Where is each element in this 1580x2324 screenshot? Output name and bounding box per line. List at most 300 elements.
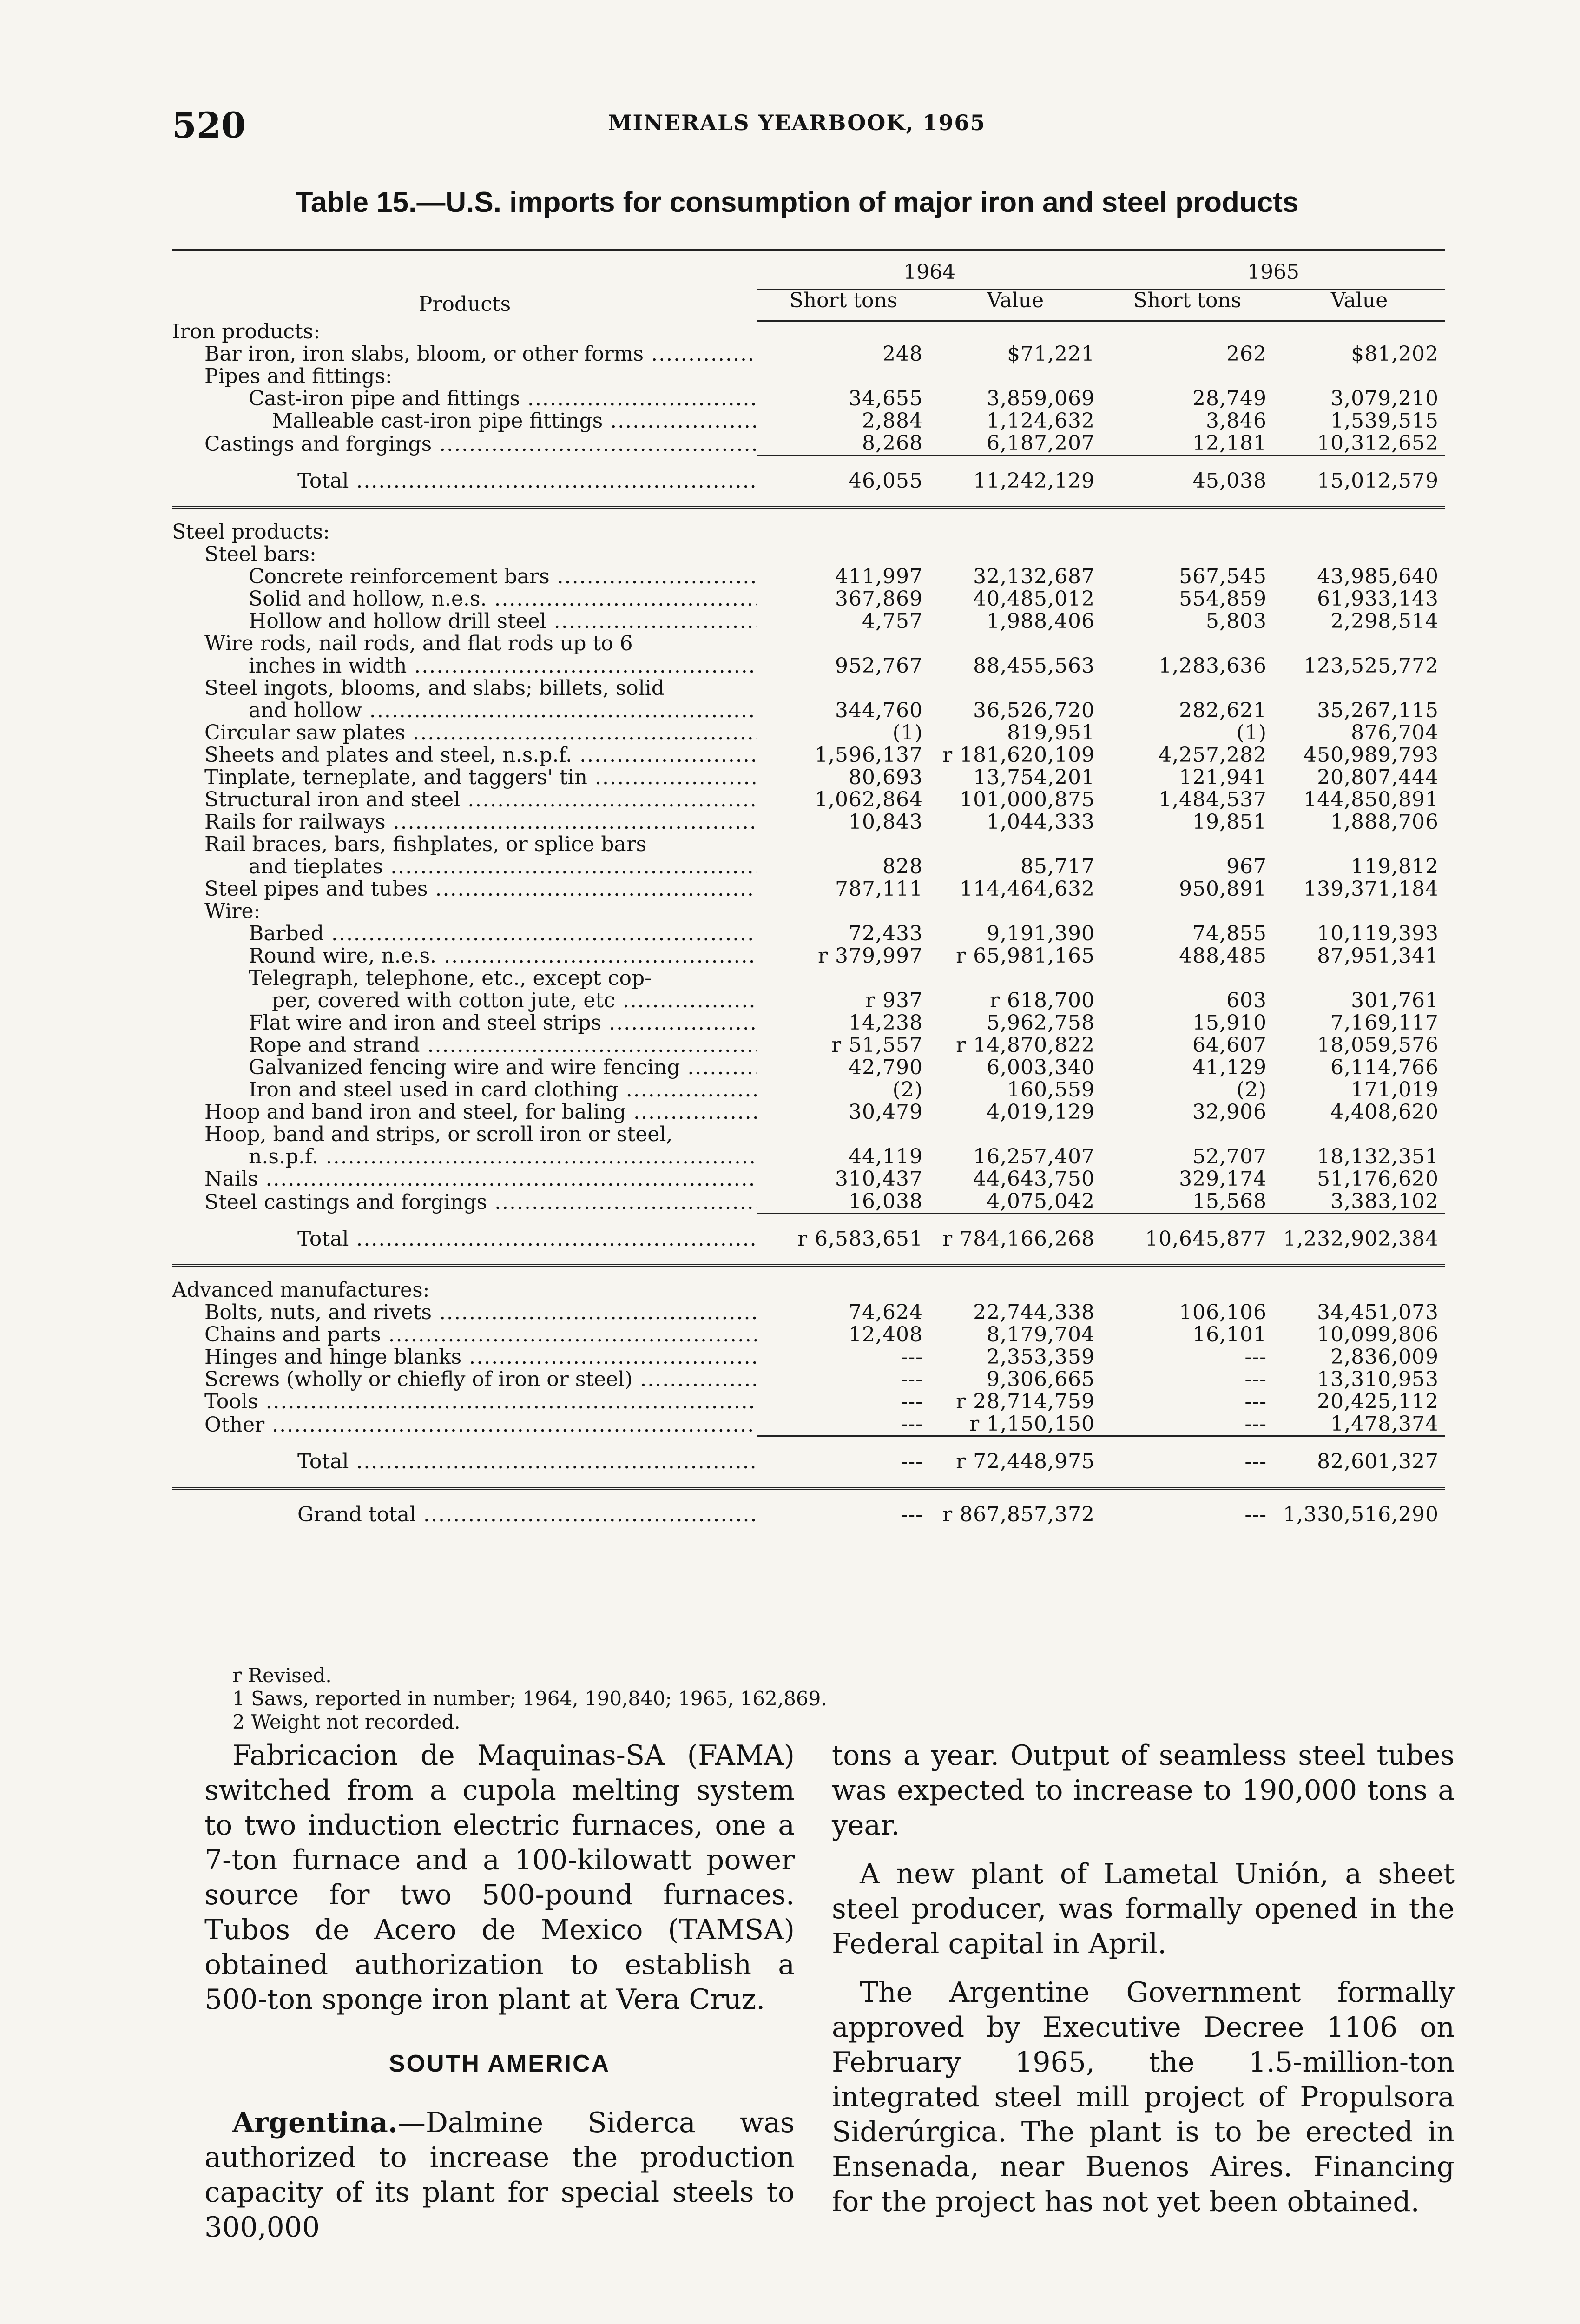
cell-value-1964: 4,019,129 — [987, 1100, 1095, 1124]
cell-value-1964: r 14,870,822 — [956, 1033, 1095, 1057]
cell-value-1964 — [929, 1279, 1101, 1301]
imports-table — [172, 249, 1445, 1540]
row-label: Round wire, n.e.s. ..... — [172, 945, 757, 967]
row-label: Rails for railways ..... — [172, 811, 757, 833]
cell-value-1965: 3,383,102 — [1330, 1189, 1439, 1213]
cell-short-tons-1964: (1) — [892, 721, 923, 745]
cell-short-tons-1964: --- — [901, 1345, 923, 1369]
row-label: Total ..... — [172, 1214, 757, 1265]
cell-value-1964: r 72,448,975 — [929, 1436, 1101, 1487]
row-label: Rail braces, bars, fishplates, or splice bars — [204, 833, 647, 856]
cell-value-1965: $81,202 — [1351, 342, 1439, 366]
table-row — [172, 655, 1445, 677]
paragraph-fama: Fabricacion de Maquinas-SA (FAMA) switched from a cupola melting system to two induction electric furnaces, one a 7-ton furnace and a 100-kilowatt power source for two 500-pound furnaces. Tubos de Acero de Mexico (TAMSA) obtained authorization to establish a 500-ton sponge iron plant at Vera Cruz. — [204, 1739, 795, 2016]
table-row — [172, 811, 1445, 833]
cell-short-tons-1964 — [757, 543, 929, 566]
cell-short-tons-1965: --- — [1101, 1488, 1273, 1540]
cell-short-tons-1964: r 937 — [865, 989, 923, 1012]
row-label: Screws (wholly or chiefly of iron or steel) ..... — [172, 1368, 757, 1391]
cell-value-1964: r 618,700 — [990, 989, 1095, 1012]
row-label: Total ..... — [172, 456, 757, 507]
cell-value-1964 — [929, 321, 1101, 343]
paragraph-lametal: A new plant of Lametal Unión, a sheet steel producer, was formally opened in the Federal capital in April. — [832, 1858, 1455, 1960]
table-row — [172, 744, 1445, 766]
cell-short-tons-1964: 30,479 — [849, 1100, 923, 1124]
table-section-row — [172, 1123, 1445, 1146]
table-row — [172, 1056, 1445, 1079]
row-label: Tinplate, terneplate, and taggers' tin ..... — [172, 766, 757, 789]
table-section-row — [172, 900, 1445, 923]
cell-value-1965 — [1273, 1279, 1445, 1301]
cell-short-tons-1965: 1,283,636 — [1159, 654, 1267, 678]
cell-value-1964: r 867,857,372 — [929, 1488, 1101, 1540]
cell-value-1965 — [1273, 677, 1445, 700]
table-title: Table 15.—U.S. imports for consumption of major iron and steel products — [295, 186, 1299, 218]
cell-value-1965: 6,114,766 — [1330, 1056, 1439, 1079]
cell-short-tons-1964 — [757, 1279, 929, 1301]
table-row — [172, 1168, 1445, 1190]
cell-short-tons-1964: 411,997 — [835, 565, 923, 588]
cell-short-tons-1964: 34,655 — [849, 387, 923, 410]
cell-short-tons-1965: (2) — [1236, 1078, 1267, 1102]
row-label: Steel pipes and tubes ..... — [172, 878, 757, 900]
cell-value-1964: r 65,981,165 — [956, 944, 1095, 968]
row-label: Pipes and fittings: — [204, 365, 392, 388]
row-label: Concrete reinforcement bars ..... — [172, 566, 757, 588]
row-label: Steel products: — [172, 521, 330, 543]
cell-short-tons-1964: (2) — [892, 1078, 923, 1102]
cell-value-1964: 1,124,632 — [987, 409, 1095, 433]
table-row — [172, 588, 1445, 610]
row-label: Other ..... — [172, 1413, 757, 1436]
table-row — [172, 1301, 1445, 1324]
table-section-row — [172, 677, 1445, 700]
cell-short-tons-1964 — [757, 365, 929, 388]
cell-value-1964: r 28,714,759 — [956, 1390, 1095, 1413]
cell-short-tons-1965 — [1101, 967, 1273, 990]
table-row — [172, 410, 1445, 432]
column-header-products: Products — [172, 250, 757, 321]
cell-value-1965: 10,119,393 — [1317, 922, 1439, 945]
paragraph-continued: tons a year. Output of seamless steel tubes was expected to increase to 190,000 tons a year. — [832, 1739, 1455, 1842]
row-label: Hoop, band and strips, or scroll iron or steel, — [204, 1123, 673, 1146]
cell-short-tons-1965: 32,906 — [1192, 1100, 1267, 1124]
section-heading-south-america: SOUTH AMERICA — [388, 2050, 611, 2077]
cell-value-1965: 139,371,184 — [1304, 877, 1439, 901]
cell-value-1965: 171,019 — [1351, 1078, 1439, 1102]
table-total-row — [172, 1436, 1445, 1487]
cell-short-tons-1965 — [1101, 1279, 1273, 1301]
cell-value-1964: 3,859,069 — [987, 387, 1095, 410]
cell-short-tons-1964: --- — [901, 1412, 923, 1436]
cell-value-1965 — [1273, 365, 1445, 388]
cell-value-1965: 18,059,576 — [1317, 1033, 1439, 1057]
cell-short-tons-1965: --- — [1244, 1345, 1267, 1369]
row-label: n.s.p.f. ..... — [172, 1146, 757, 1168]
cell-short-tons-1964 — [757, 833, 929, 856]
table-row — [172, 923, 1445, 945]
row-label: inches in width ..... — [172, 655, 757, 677]
cell-short-tons-1965: 45,038 — [1101, 456, 1273, 507]
cell-value-1965: 43,985,640 — [1317, 565, 1439, 588]
cell-value-1965: 1,478,374 — [1330, 1412, 1439, 1436]
table-row — [172, 945, 1445, 967]
cell-short-tons-1965: 41,129 — [1192, 1056, 1267, 1079]
footnote-revised: r Revised. — [232, 1664, 332, 1687]
table-row — [172, 388, 1445, 410]
cell-value-1964: 32,132,687 — [973, 565, 1095, 588]
cell-short-tons-1965: 52,707 — [1192, 1145, 1267, 1169]
cell-value-1964: $71,221 — [1007, 342, 1095, 366]
cell-value-1965: 450,989,793 — [1304, 743, 1439, 767]
cell-value-1964: 22,744,338 — [973, 1301, 1095, 1324]
cell-value-1964 — [929, 833, 1101, 856]
row-label: Castings and forgings ..... — [172, 432, 757, 456]
table-section-row — [172, 967, 1445, 990]
cell-short-tons-1964: 828 — [882, 855, 923, 878]
table-section-row — [172, 365, 1445, 388]
cell-value-1965: 13,310,953 — [1317, 1367, 1439, 1391]
cell-short-tons-1965: 121,941 — [1179, 766, 1267, 789]
page-number: 520 — [172, 105, 246, 146]
cell-value-1964 — [929, 677, 1101, 700]
cell-short-tons-1965: 967 — [1226, 855, 1267, 878]
page-header — [172, 95, 1422, 151]
row-label: Steel bars: — [204, 543, 316, 566]
cell-value-1965 — [1273, 967, 1445, 990]
cell-value-1965: 7,169,117 — [1330, 1011, 1439, 1035]
table-row — [172, 878, 1445, 900]
column-header-short-tons-1964: Short tons — [757, 290, 929, 321]
row-label: Hinges and hinge blanks ..... — [172, 1346, 757, 1368]
country-lead-argentina: Argentina. — [232, 2106, 398, 2139]
cell-short-tons-1965: 16,101 — [1192, 1323, 1267, 1347]
cell-short-tons-1965: 488,485 — [1179, 944, 1267, 968]
cell-value-1964: 160,559 — [1007, 1078, 1095, 1102]
cell-value-1965: 1,330,516,290 — [1273, 1488, 1445, 1540]
cell-short-tons-1965 — [1101, 833, 1273, 856]
table-row — [172, 856, 1445, 878]
cell-short-tons-1964: 46,055 — [757, 456, 929, 507]
row-label: Solid and hollow, n.e.s. ..... — [172, 588, 757, 610]
table-section-row — [172, 521, 1445, 543]
cell-value-1964: 114,464,632 — [960, 877, 1095, 901]
cell-value-1964: 85,717 — [1020, 855, 1095, 878]
table-row — [172, 343, 1445, 365]
cell-value-1964: 9,191,390 — [987, 922, 1095, 945]
table-row — [172, 1034, 1445, 1056]
cell-short-tons-1965: 64,607 — [1192, 1033, 1267, 1057]
row-label: Bar iron, iron slabs, bloom, or other forms ..... — [172, 343, 757, 365]
cell-value-1964: 13,754,201 — [973, 766, 1095, 789]
cell-short-tons-1964: 2,884 — [862, 409, 923, 433]
table-grand-total-row — [172, 1488, 1445, 1540]
body-column-left — [204, 1738, 795, 2259]
cell-value-1965 — [1273, 833, 1445, 856]
cell-short-tons-1964 — [757, 1123, 929, 1146]
cell-short-tons-1964: 72,433 — [849, 922, 923, 945]
cell-short-tons-1965: 262 — [1226, 342, 1267, 366]
cell-value-1964: 88,455,563 — [973, 654, 1095, 678]
table-row — [172, 1413, 1445, 1436]
footnote-2: 2 Weight not recorded. — [232, 1710, 461, 1733]
cell-short-tons-1964 — [757, 900, 929, 923]
row-label: Circular saw plates ..... — [172, 722, 757, 744]
row-label: Wire: — [204, 900, 261, 923]
cell-value-1965: 123,525,772 — [1304, 654, 1439, 678]
cell-short-tons-1964: 367,869 — [835, 587, 923, 611]
cell-short-tons-1964 — [757, 321, 929, 343]
table-row — [172, 1391, 1445, 1413]
cell-value-1965: 87,951,341 — [1317, 944, 1439, 968]
cell-short-tons-1965: --- — [1244, 1367, 1267, 1391]
row-label: Steel castings and forgings ..... — [172, 1190, 757, 1214]
row-label: Structural iron and steel ..... — [172, 789, 757, 811]
row-label: Iron and steel used in card clothing ..... — [172, 1079, 757, 1101]
cell-value-1965: 1,232,902,384 — [1273, 1214, 1445, 1265]
table-row — [172, 722, 1445, 744]
cell-value-1965 — [1273, 900, 1445, 923]
table-total-row — [172, 456, 1445, 507]
cell-value-1964: 8,179,704 — [987, 1323, 1095, 1347]
cell-short-tons-1964 — [757, 677, 929, 700]
cell-short-tons-1964: 344,760 — [835, 699, 923, 722]
cell-short-tons-1965: 74,855 — [1192, 922, 1267, 945]
row-label: per, covered with cotton jute, etc ..... — [172, 990, 757, 1012]
cell-value-1965: 119,812 — [1351, 855, 1439, 878]
row-label: and hollow ..... — [172, 700, 757, 722]
row-label: Hollow and hollow drill steel ..... — [172, 610, 757, 633]
cell-value-1965: 82,601,327 — [1273, 1436, 1445, 1487]
cell-value-1965 — [1273, 633, 1445, 655]
row-label: Bolts, nuts, and rivets ..... — [172, 1301, 757, 1324]
cell-value-1964: 4,075,042 — [987, 1189, 1095, 1213]
table-body — [172, 321, 1445, 1540]
cell-short-tons-1965 — [1101, 543, 1273, 566]
cell-value-1965: 144,850,891 — [1304, 788, 1439, 812]
cell-value-1965: 51,176,620 — [1317, 1167, 1439, 1191]
table-total-row — [172, 1214, 1445, 1265]
paragraph-propulsora: The Argentine Government formally approved by Executive Decree 1106 on February 1965, the 1.5-million-ton integrated steel mill project of Propulsora Siderúrgica. The plant is to be erected in Ensenada, near Buenos Aires. Financing for the project has not yet been obtained. — [832, 1976, 1455, 2218]
column-header-year-1964: 1964 — [757, 250, 1101, 290]
cell-short-tons-1965: 15,910 — [1192, 1011, 1267, 1035]
cell-short-tons-1964: 310,437 — [835, 1167, 923, 1191]
cell-value-1965: 4,408,620 — [1330, 1100, 1439, 1124]
cell-value-1964 — [929, 633, 1101, 655]
cell-value-1964: 6,003,340 — [987, 1056, 1095, 1079]
footnotes — [232, 1664, 1394, 1734]
cell-short-tons-1964: --- — [901, 1390, 923, 1413]
cell-value-1965: 3,079,210 — [1330, 387, 1439, 410]
cell-value-1964: 1,988,406 — [987, 609, 1095, 633]
table-row — [172, 766, 1445, 789]
cell-short-tons-1964: 12,408 — [849, 1323, 923, 1347]
cell-value-1965: 20,425,112 — [1317, 1390, 1439, 1413]
body-column-right — [832, 1738, 1455, 2233]
cell-value-1964: 16,257,407 — [973, 1145, 1095, 1169]
row-label: Barbed ..... — [172, 923, 757, 945]
cell-value-1965 — [1273, 1123, 1445, 1146]
cell-short-tons-1965 — [1101, 677, 1273, 700]
cell-short-tons-1964: 10,843 — [849, 810, 923, 834]
cell-short-tons-1965: 554,859 — [1179, 587, 1267, 611]
table-row — [172, 1146, 1445, 1168]
row-label: Sheets and plates and steel, n.s.p.f. ..... — [172, 744, 757, 766]
row-label: Cast-iron pipe and fittings ..... — [172, 388, 757, 410]
table-row — [172, 1101, 1445, 1123]
cell-short-tons-1965: 603 — [1226, 989, 1267, 1012]
cell-value-1964: 819,951 — [1007, 721, 1095, 745]
cell-value-1965 — [1273, 321, 1445, 343]
table-row — [172, 789, 1445, 811]
row-label: Grand total ..... — [172, 1488, 757, 1540]
column-header-value-1965: Value — [1273, 290, 1445, 321]
cell-value-1965: 10,312,652 — [1317, 431, 1439, 455]
table-row — [172, 990, 1445, 1012]
row-label: Chains and parts ..... — [172, 1324, 757, 1346]
cell-value-1965: 10,099,806 — [1317, 1323, 1439, 1347]
cell-short-tons-1965: 12,181 — [1192, 431, 1267, 455]
row-label: Steel ingots, blooms, and slabs; billets, solid — [204, 677, 665, 700]
cell-short-tons-1965 — [1101, 521, 1273, 543]
row-label: Tools ..... — [172, 1391, 757, 1413]
cell-short-tons-1965: --- — [1101, 1436, 1273, 1487]
cell-short-tons-1965: 4,257,282 — [1159, 743, 1267, 767]
footnote-1: 1 Saws, reported in number; 1964, 190,840; 1965, 162,869. — [232, 1687, 827, 1710]
table-section-row — [172, 321, 1445, 343]
cell-value-1964: 5,962,758 — [987, 1011, 1095, 1035]
table-row — [172, 1012, 1445, 1034]
cell-short-tons-1965 — [1101, 900, 1273, 923]
cell-short-tons-1965: 28,749 — [1192, 387, 1267, 410]
cell-short-tons-1965: 950,891 — [1179, 877, 1267, 901]
cell-value-1964 — [929, 1123, 1101, 1146]
cell-short-tons-1964: 4,757 — [862, 609, 923, 633]
row-label: Wire rods, nail rods, and flat rods up to 6 — [204, 633, 633, 655]
paragraph-argentina-text: —Dalmine Siderca was authorized to increase the production capacity of its plant for special steels to 300,000 — [204, 2106, 795, 2244]
table-section-row — [172, 833, 1445, 856]
cell-value-1965 — [1273, 521, 1445, 543]
row-label: Galvanized fencing wire and wire fencing ..... — [172, 1056, 757, 1079]
cell-short-tons-1965: 10,645,877 — [1101, 1214, 1273, 1265]
cell-short-tons-1964: 1,596,137 — [815, 743, 923, 767]
table-row — [172, 1324, 1445, 1346]
cell-value-1964: r 784,166,268 — [929, 1214, 1101, 1265]
table-section-row — [172, 1279, 1445, 1301]
cell-short-tons-1965 — [1101, 321, 1273, 343]
cell-value-1964: 2,353,359 — [987, 1345, 1095, 1369]
cell-value-1964: 36,526,720 — [973, 699, 1095, 722]
cell-value-1965: 34,451,073 — [1317, 1301, 1439, 1324]
cell-value-1964: 6,187,207 — [987, 431, 1095, 455]
table-section-row — [172, 543, 1445, 566]
cell-short-tons-1964: r 51,557 — [831, 1033, 923, 1057]
cell-short-tons-1964: 787,111 — [835, 877, 923, 901]
cell-short-tons-1964: 16,038 — [849, 1189, 923, 1213]
cell-value-1964: 44,643,750 — [973, 1167, 1095, 1191]
row-label: Total ..... — [172, 1436, 757, 1487]
row-label: and tieplates ..... — [172, 856, 757, 878]
table-row — [172, 432, 1445, 456]
cell-short-tons-1965: 15,568 — [1192, 1189, 1267, 1213]
cell-short-tons-1965: (1) — [1236, 721, 1267, 745]
table-row — [172, 610, 1445, 633]
cell-short-tons-1964 — [757, 521, 929, 543]
row-label: Iron products: — [172, 321, 321, 343]
cell-value-1965: 301,761 — [1351, 989, 1439, 1012]
cell-short-tons-1965 — [1101, 633, 1273, 655]
cell-short-tons-1965: --- — [1244, 1390, 1267, 1413]
cell-value-1964: 1,044,333 — [987, 810, 1095, 834]
cell-short-tons-1964: 42,790 — [849, 1056, 923, 1079]
table-row — [172, 1368, 1445, 1391]
cell-value-1964 — [929, 543, 1101, 566]
cell-value-1964 — [929, 967, 1101, 990]
cell-value-1965: 2,298,514 — [1330, 609, 1439, 633]
cell-short-tons-1965: 19,851 — [1192, 810, 1267, 834]
column-header-year-1965: 1965 — [1101, 250, 1445, 290]
table-section-row — [172, 633, 1445, 655]
cell-short-tons-1964: --- — [901, 1367, 923, 1391]
column-header-value-1964: Value — [929, 290, 1101, 321]
cell-short-tons-1964 — [757, 967, 929, 990]
row-label: Advanced manufactures: — [172, 1279, 430, 1301]
cell-short-tons-1964: --- — [757, 1488, 929, 1540]
cell-value-1965 — [1273, 543, 1445, 566]
cell-value-1965: 18,132,351 — [1317, 1145, 1439, 1169]
cell-short-tons-1965: --- — [1244, 1412, 1267, 1436]
cell-value-1965: 35,267,115 — [1317, 699, 1439, 722]
cell-short-tons-1964: 952,767 — [835, 654, 923, 678]
cell-short-tons-1965: 1,484,537 — [1159, 788, 1267, 812]
cell-short-tons-1965: 3,846 — [1206, 409, 1267, 433]
row-label: Flat wire and iron and steel strips ..... — [172, 1012, 757, 1034]
table-row — [172, 1079, 1445, 1101]
cell-short-tons-1965 — [1101, 365, 1273, 388]
cell-short-tons-1964: 1,062,864 — [815, 788, 923, 812]
cell-short-tons-1964 — [757, 633, 929, 655]
column-header-short-tons-1965: Short tons — [1101, 290, 1273, 321]
cell-short-tons-1964: 80,693 — [849, 766, 923, 789]
cell-value-1964: r 1,150,150 — [969, 1412, 1095, 1436]
cell-short-tons-1965: 282,621 — [1179, 699, 1267, 722]
cell-value-1964: r 181,620,109 — [942, 743, 1095, 767]
running-head: MINERALS YEARBOOK, 1965 — [608, 110, 986, 135]
cell-value-1964: 40,485,012 — [973, 587, 1095, 611]
cell-short-tons-1965: 106,106 — [1179, 1301, 1267, 1324]
cell-short-tons-1965: 329,174 — [1179, 1167, 1267, 1191]
table-row — [172, 700, 1445, 722]
cell-short-tons-1964: 8,268 — [862, 431, 923, 455]
cell-value-1965: 15,012,579 — [1273, 456, 1445, 507]
cell-value-1965: 876,704 — [1351, 721, 1439, 745]
cell-value-1964 — [929, 365, 1101, 388]
cell-short-tons-1965: 5,803 — [1206, 609, 1267, 633]
cell-value-1964: 11,242,129 — [929, 456, 1101, 507]
cell-value-1965: 1,539,515 — [1330, 409, 1439, 433]
cell-value-1964 — [929, 900, 1101, 923]
cell-value-1964 — [929, 521, 1101, 543]
cell-short-tons-1964: 248 — [882, 342, 923, 366]
row-label: Hoop and band iron and steel, for baling ..... — [172, 1101, 757, 1123]
row-label: Rope and strand ..... — [172, 1034, 757, 1056]
cell-value-1965: 61,933,143 — [1317, 587, 1439, 611]
row-label: Nails ..... — [172, 1168, 757, 1190]
cell-value-1965: 1,888,706 — [1330, 810, 1439, 834]
cell-short-tons-1964: 14,238 — [849, 1011, 923, 1035]
row-label: Telegraph, telephone, etc., except cop- — [249, 967, 652, 990]
cell-value-1965: 20,807,444 — [1317, 766, 1439, 789]
